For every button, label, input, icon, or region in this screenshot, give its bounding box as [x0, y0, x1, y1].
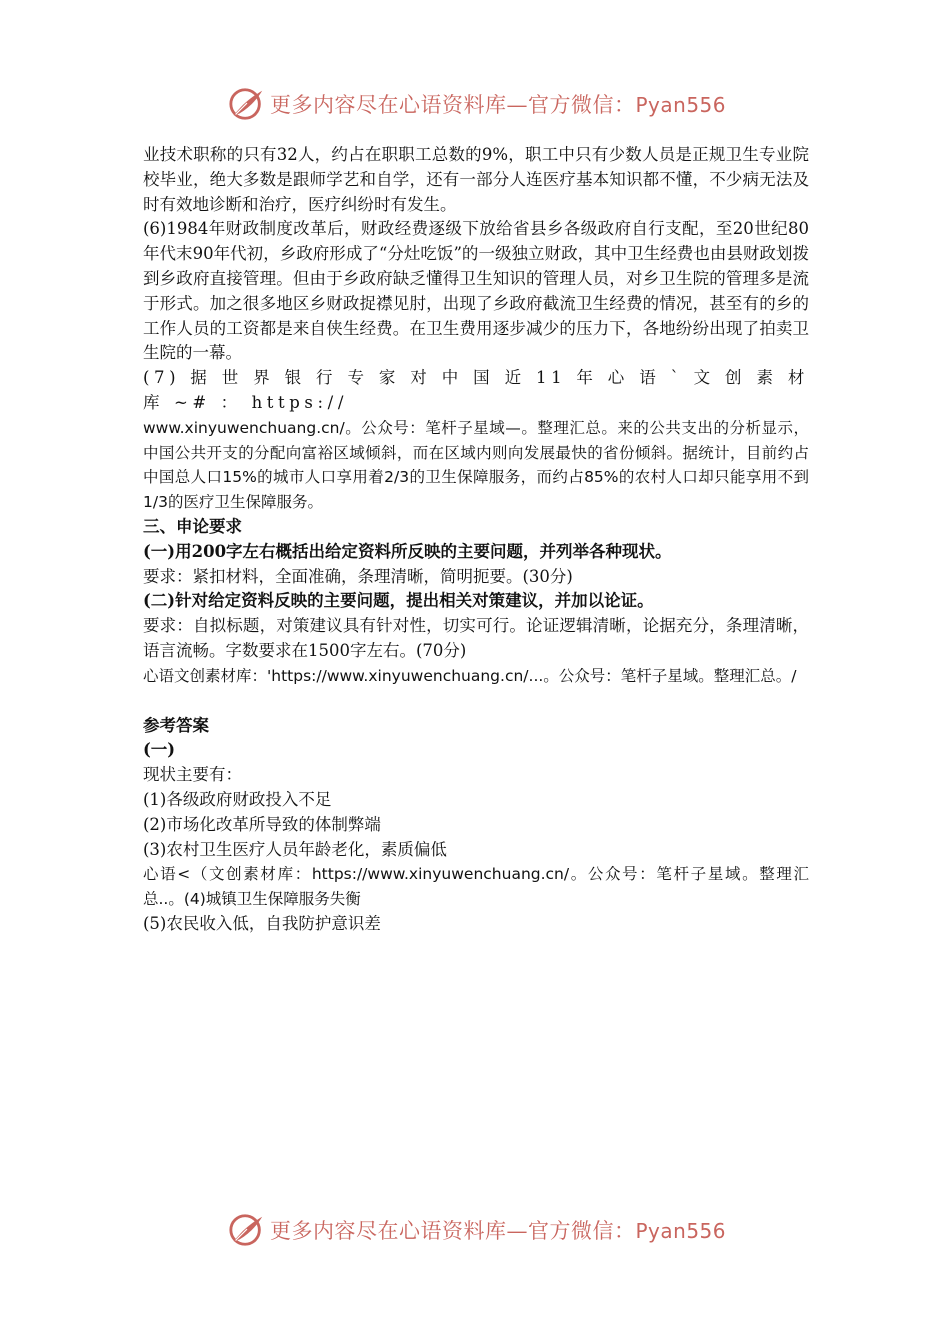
answer-heading: 参考答案	[143, 715, 209, 735]
wechat-id: Pyan556	[635, 93, 727, 117]
watermark-text: 更多内容尽在心语资料库—官方微信：Pyan556	[270, 93, 727, 117]
answer-part-1: (一)	[143, 740, 176, 760]
paragraph-7-rest: www.xinyuwenchuang.cn/。公众号：笔杆子星域—。整理汇总。来的公共支出的分析显示，中国公共开支的分配向富裕区域倾斜，而在区域内则向发展最快的省份倾斜。据统计，目前约占中国总人口15%的城市人口享用着2/3的卫生保障服务，而约占85%的农村人口却只能享用不到1/3的医疗卫生保障服务。	[143, 418, 809, 512]
question-2: (二)针对给定资料反映的主要问题，提出相关对策建议，并加以论证。	[143, 591, 654, 611]
quill-logo-icon	[228, 85, 266, 123]
quill-logo-icon	[228, 1211, 266, 1249]
answer-item: (2)市场化改革所导致的体制弊端	[143, 814, 381, 834]
watermark-text: 更多内容尽在心语资料库—官方微信：Pyan556	[270, 1219, 727, 1243]
source-note: 心语文创素材库：'https://www.xinyuwenchuang.cn/...。公众号：笔杆子星域。整理汇总。/	[143, 666, 797, 685]
answer-intro: 现状主要有：	[143, 765, 242, 785]
answer-item: 心语<（文创素材库：https://www.xinyuwenchuang.cn/。公众号：笔杆子星域。整理汇总..。(4)城镇卫生保障服务失衡	[143, 865, 809, 909]
document-body	[143, 143, 809, 937]
header-watermark	[228, 84, 728, 124]
question-1-requirement: 要求：紧扣材料，全面准确，条理清晰，简明扼要。(30分)	[143, 566, 573, 586]
answer-item: (3)农村卫生医疗人员年龄老化，素质偏低	[143, 839, 447, 859]
section-heading-requirements: 三、申论要求	[143, 516, 242, 536]
answer-item: (1)各级政府财政投入不足	[143, 789, 332, 809]
footer-watermark	[228, 1210, 728, 1250]
paragraph-7-line1: (7) 据 世 界 银 行 专 家 对 中 国 近 11 年 心 语 ` 文 创 素 材 库 ~# ： https://	[143, 368, 809, 412]
question-1: (一)用200字左右概括出给定资料所反映的主要问题，并列举各种现状。	[143, 541, 672, 561]
answer-item: (5)农民收入低，自我防护意识差	[143, 913, 381, 933]
spacer	[143, 689, 809, 714]
wechat-id: Pyan556	[635, 1219, 727, 1243]
question-2-requirement: 要求：自拟标题，对策建议具有针对性，切实可行。论证逻辑清晰，论据充分，条理清晰，语言流畅。字数要求在1500字左右。(70分)	[143, 616, 809, 660]
paragraph-5-continued: 业技术职称的只有32人，约占在职职工总数的9%，职工中只有少数人员是正规卫生专业院校毕业，绝大多数是跟师学艺和自学，还有一部分人连医疗基本知识都不懂，不少病无法及时有效地诊断和治疗，医疗纠纷时有发生。	[143, 145, 809, 214]
paragraph-6: (6)1984年财政制度改革后，财政经费逐级下放给省县乡各级政府自行支配，至20世纪80年代末90年代初，乡政府形成了“分灶吃饭”的一级独立财政，其中卫生经费也由县财政划拨到乡政府直接管理。但由于乡政府缺乏懂得卫生知识的管理人员，对乡卫生院的管理多是流于形式。加之很多地区乡财政捉襟见肘，出现了乡政府截流卫生经费的情况，甚至有的乡的工作人员的工资都是来自侠生经费。在卫生费用逐步减少的压力下，各地纷纷出现了拍卖卫生院的一幕。	[143, 219, 809, 363]
